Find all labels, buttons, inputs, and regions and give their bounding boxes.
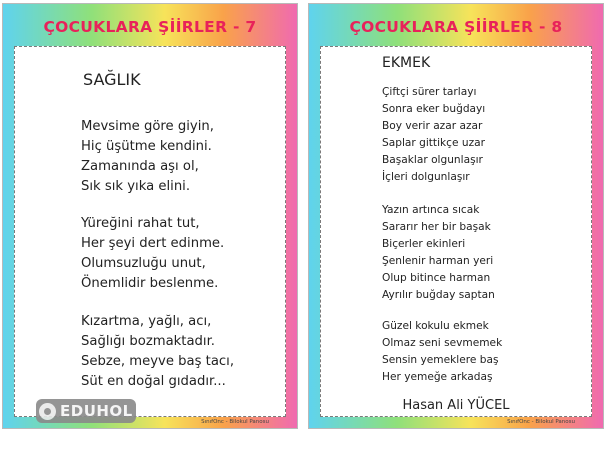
eduhol-logo-text: EDUHOL: [60, 402, 133, 420]
poem-line: Mevsime göre giyin,: [81, 119, 214, 134]
poem-line: Zamanında aşı ol,: [81, 159, 199, 174]
footer-credit: SınıfOnc - Bilokul Panosu: [201, 419, 269, 425]
poem-line: Olmaz seni sevmemek: [382, 337, 503, 349]
poem-line: Güzel kokulu ekmek: [382, 320, 489, 332]
poem-line: Sensin yemeklere baş: [382, 354, 499, 366]
poem-line: Ayrılır buğday saptan: [382, 289, 495, 301]
poem-line: Yüreğini rahat tut,: [81, 216, 200, 231]
poem-card-right: [308, 3, 604, 429]
poem-author: Hasan Ali YÜCEL: [402, 398, 510, 413]
poem-line: Boy verir azar azar: [382, 120, 483, 132]
poem-line: İçleri dolgunlaşır: [382, 171, 470, 183]
poem-card-left: [2, 3, 298, 429]
poem-line: Sararır her bir başak: [382, 221, 491, 233]
poem-line: Her yemeğe arkadaş: [382, 371, 493, 383]
poem-title: SAĞLIK: [83, 70, 141, 89]
poem-line: Olup bitince harman: [382, 272, 491, 284]
poem-line: Önemlidir beslenme.: [81, 276, 219, 291]
poem-line: Biçerler ekinleri: [382, 238, 466, 250]
poem-line: Süt en doğal gıdadır...: [81, 374, 226, 389]
eduhol-logo-icon: [39, 403, 56, 420]
eduhol-logo: [36, 399, 136, 423]
poem-title: EKMEK: [382, 55, 431, 71]
poem-line: Yazın artınca sıcak: [382, 204, 480, 216]
card-header: ÇOCUKLARA ŞİİRLER - 8: [349, 18, 563, 36]
poem-line: Kızartma, yağlı, acı,: [81, 314, 212, 329]
card-header: ÇOCUKLARA ŞİİRLER - 7: [43, 18, 257, 36]
poem-line: Çiftçi sürer tarlayı: [382, 86, 477, 98]
poem-line: Sebze, meyve baş tacı,: [81, 354, 235, 369]
poem-line: Saplar gittikçe uzar: [382, 137, 485, 149]
poem-line: Her şeyi dert edinme.: [81, 236, 225, 251]
poem-line: Başaklar olgunlaşır: [382, 154, 483, 166]
poem-line: Olumsuzluğu unut,: [81, 256, 206, 271]
footer-credit: SınıfOnc - Bilokul Panosu: [507, 419, 575, 425]
poem-line: Sağlığı bozmaktadır.: [81, 334, 215, 349]
poem-line: Sonra eker buğdayı: [382, 103, 486, 115]
poem-line: Sık sık yıka elini.: [81, 179, 191, 194]
poem-line: Hiç üşütme kendini.: [81, 139, 212, 154]
poem-line: Şenlenir harman yeri: [382, 255, 494, 267]
